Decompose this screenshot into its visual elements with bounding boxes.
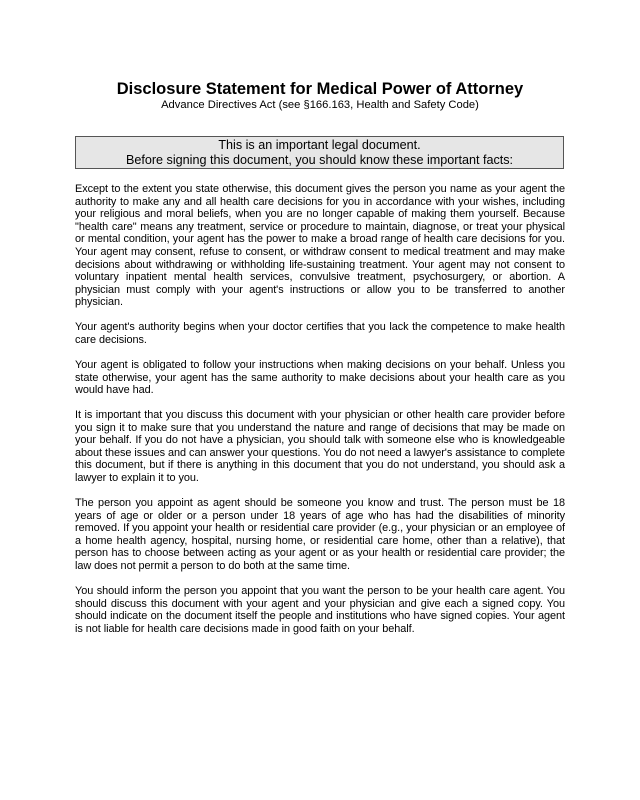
document-subtitle: Advance Directives Act (see §166.163, Health and Safety Code) xyxy=(161,99,479,111)
paragraph-discuss-with-physician: It is important that you discuss this document with your physician or other health care provider before you sign it to make sure that you understand the nature and range of decisions that may be made on your behalf. If you do not have a physician, you should talk with someone else who is knowledgeable about these issues and can answer your questions. You do not need a lawyer's assistance to complete this document, but if there is anything in this document that you do not understand, you should ask a lawyer to explain it to you. xyxy=(75,409,565,485)
paragraph-authority-begins: Your agent's authority begins when your doctor certifies that you lack the competence to make health care decisions. xyxy=(75,321,565,346)
notice-line-1: This is an important legal document. xyxy=(218,138,421,152)
notice-line-2: Before signing this document, you should know these important facts: xyxy=(125,153,514,167)
paragraph-agent-authority-scope: Except to the extent you state otherwise, this document gives the person you name as your agent the authority to make any and all health care decisions for you in accordance with your wishes, including your religious and moral beliefs, when you are no longer capable of making them yourself. Because "health care" means any treatment, service or procedure to maintain, diagnose, or treat your physical or mental condition, your agent has the power to make a broad range of health care decisions for you. Your agent may consent, refuse to consent, or withdraw consent to medical treatment and may make decisions about withdrawing or withholding life-sustaining treatment. Your agent may not consent to voluntary inpatient mental health services, convulsive treatment, psychosurgery, or abortion. A physician must comply with your agent's instructions or allow you to be transferred to another physician. xyxy=(75,183,565,309)
document-title: Disclosure Statement for Medical Power of Attorney xyxy=(116,80,524,98)
paragraph-agent-obligation: Your agent is obligated to follow your instructions when making decisions on your behalf. Unless you state otherwise, your agent has the same authority to make decisions about your health care as you would have had. xyxy=(75,358,565,397)
disclosure-body xyxy=(75,183,565,648)
important-notice-box xyxy=(75,136,564,169)
paragraph-inform-agent: You should inform the person you appoint that you want the person to be your health care agent. You should discuss this document with your agent and your physician and give each a signed copy. You should indicate on the document itself the people and institutions who have signed copies. Your agent is not liable for health care decisions made in good faith on your behalf. xyxy=(75,584,565,635)
paragraph-choosing-agent: The person you appoint as agent should be someone you know and trust. The person must be 18 years of age or older or a person under 18 years of age who has had the disabilities of minority removed. If you appoint your health or residential care provider (e.g., your physician or an employee of a home health agency, hospital, nursing home, or residential care home, other than a relative), that person has to choose between acting as your agent or as your health or residential care provider; the law does not permit a person to do both at the same time. xyxy=(75,497,565,572)
